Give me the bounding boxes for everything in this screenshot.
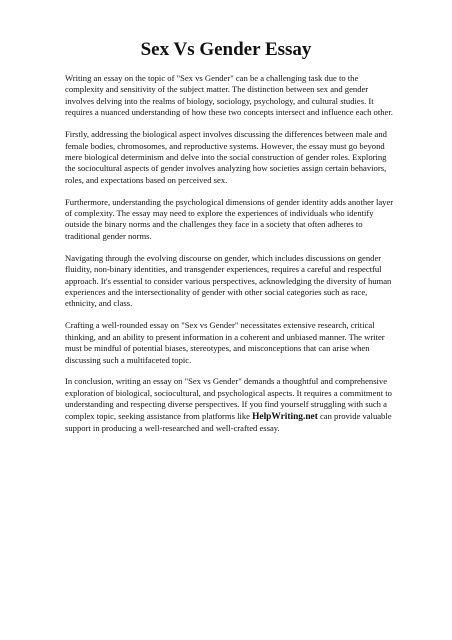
document-title: Sex Vs Gender Essay [140, 39, 312, 60]
paragraph-discourse: Navigating through the evolving discourse on gender, which includes discussions on gender fluidity, non-binary identities, and transgender experiences, requires a careful and respectful approach. It's essential to consider various perspectives, acknowledging the diversity of human experiences and the intersectionality of gender with other social categories such as race, ethnicity, and class. [65, 252, 392, 309]
paragraph-intro: Writing an essay on the topic of "Sex vs Gender" can be a challenging task due to the complexity and sensitivity of the subject matter. The distinction between sex and gender involves delving into the realms of biology, sociology, psychology, and cultural studies. It requires a nuanced understanding of how these two concepts intersect and influence each other. [65, 73, 393, 118]
paragraph-crafting: Crafting a well-rounded essay on "Sex vs Gender" necessitates extensive research, critical thinking, and an ability to present information in a coherent and unbiased manner. The writer must be mindful of potential biases, stereotypes, and misconceptions that can arise when discussing such a multifaceted topic. [65, 320, 385, 365]
paragraph-psychology: Furthermore, understanding the psychological dimensions of gender identity adds another layer of complexity. The essay may need to explore the experiences of individuals who identify outside the binary norms and the challenges they face in a society that often adheres to traditional gender norms. [65, 196, 394, 241]
paragraph-conclusion [65, 376, 399, 434]
paragraph-biology: Firstly, addressing the biological aspect involves discussing the differences between male and female bodies, chromosomes, and reproductive systems. However, the essay must go beyond mere biological determinism and delve into the social construction of gender roles. Exploring the sociocultural aspects of gender involves analyzing how societies assign certain behaviors, roles, and expectations based on perceived sex. [65, 129, 387, 185]
conclusion-text-end: can provide valuable support in producing a well-researched and well-crafted essay. [65, 410, 392, 434]
conclusion-text-start: In conclusion, writing an essay on "Sex vs Gender" demands a thoughtful and comprehensive exploration of biological, sociocultural, and psychological aspects. It requires a commitment to understanding and respecting diverse perspectives. If you find yourself struggling with such a complex topic, seeking assistance from platforms like [65, 376, 392, 421]
document-body [65, 73, 399, 445]
brand-link[interactable]: HelpWriting.net [252, 411, 318, 422]
